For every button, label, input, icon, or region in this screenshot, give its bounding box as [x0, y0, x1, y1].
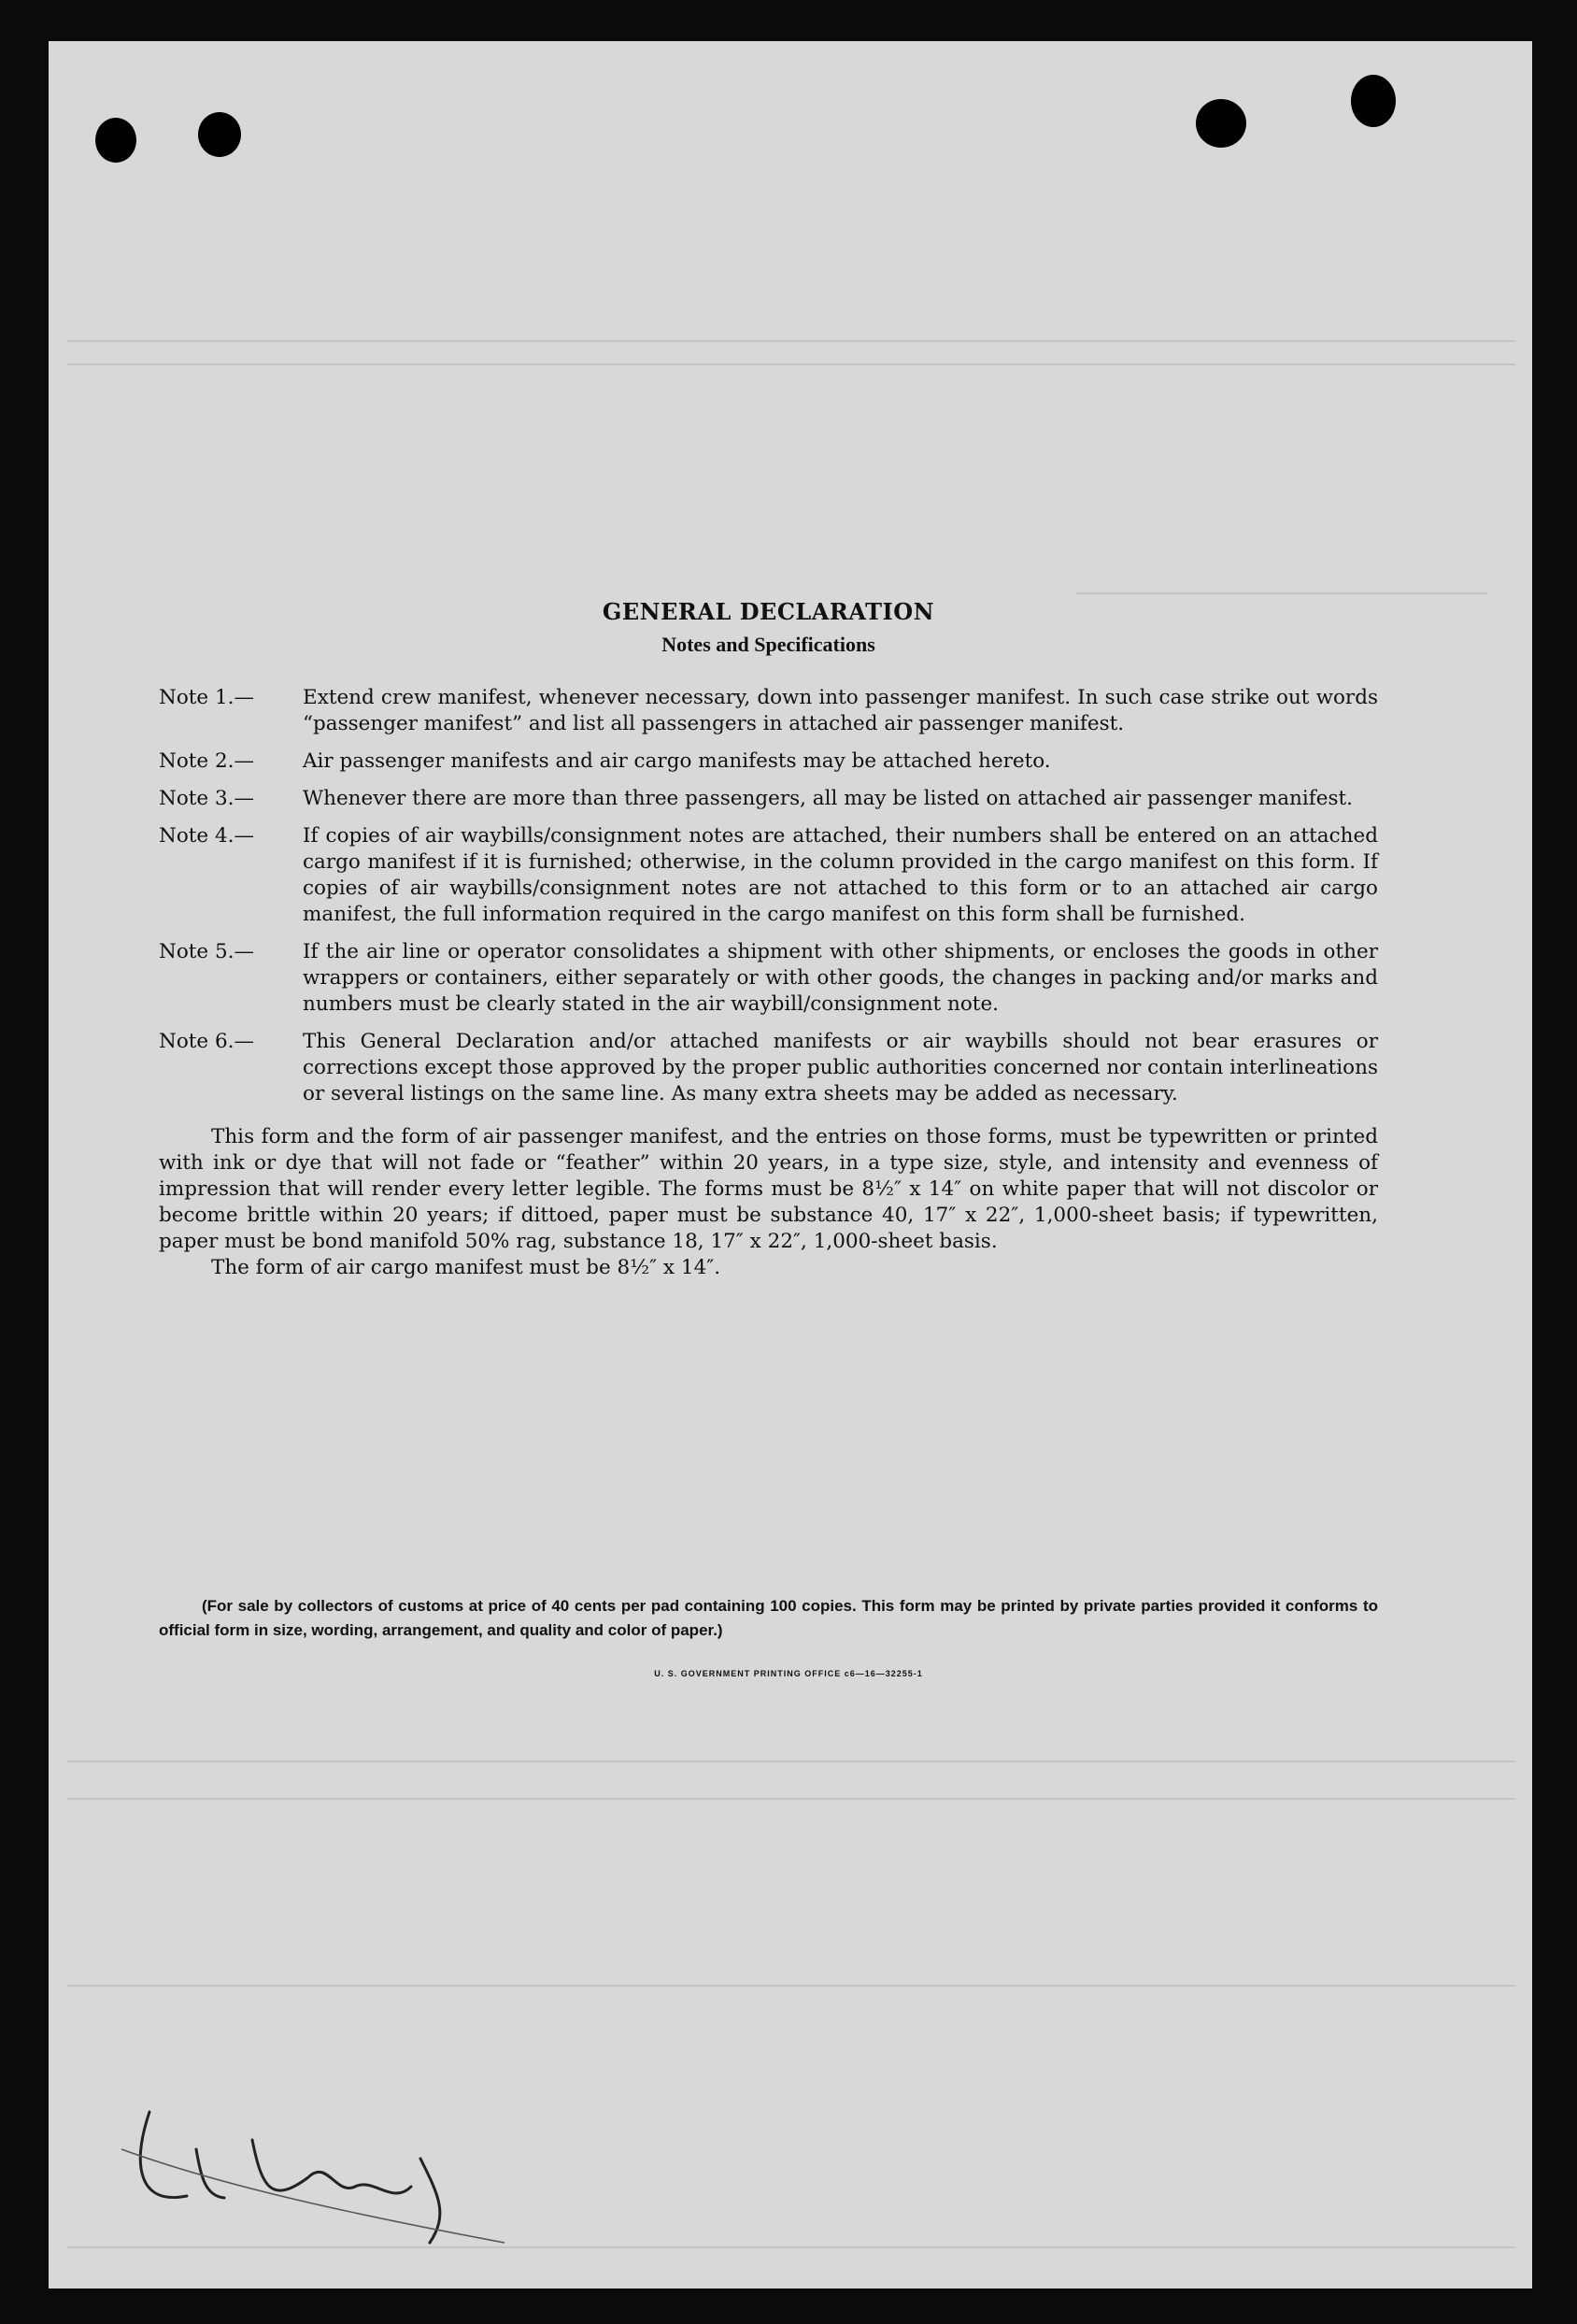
- punch-hole: [198, 112, 241, 157]
- note-label: Note 2.—: [159, 749, 254, 773]
- note-label: Note 4.—: [159, 824, 254, 848]
- signature-scrawl: [112, 2093, 542, 2252]
- note-label-text: Note 1.: [159, 686, 234, 709]
- note-text: This General Declaration and/or attached manifests or air waybills should not bear erasures or corrections except those approved by the proper public authorities concerned nor contain interlineations or several listings on the same line. As many extra sheets may be added as necessary.: [303, 1030, 1378, 1105]
- specification-paragraph: This form and the form of air passenger manifest, and the entries on those forms, must be typewritten or printed with ink or dye that will not fade or “feather” within 20 years, in a type size, style, and intensity and evenness of impression that will render every letter legible. The forms must be 8½″ x 14″ on white paper that will not discolor or become brittle within 20 years; if dittoed, paper must be substance 40, 17″ x 22″, 1,000-sheet basis; if typewritten, paper must be bond manifold 50% rag, substance 18, 17″ x 22″, 1,000-sheet basis.: [159, 1125, 1378, 1253]
- note-label: Note 3.—: [159, 787, 254, 810]
- note-text: Extend crew manifest, whenever necessary, down into passenger manifest. In such case strike out words “passenger manifest” and list all passengers in attached air passenger manifest.: [303, 686, 1378, 735]
- sale-notice-text: (For sale by collectors of customs at price of 40 cents per pad containing 100 copies. This form may be printed by private parties provided it conforms to official form in size, wording, arrangement, and quality and color of paper.): [159, 1597, 1378, 1639]
- note-label-text: Note 2.: [159, 749, 234, 773]
- note-5: [159, 939, 1378, 1018]
- note-label-text: Note 6.: [159, 1030, 234, 1053]
- page-subtitle: Notes and Specifications: [661, 633, 875, 656]
- note-6: [159, 1029, 1378, 1107]
- punch-hole: [1196, 99, 1246, 148]
- bleed-through-rule: [67, 1761, 1515, 1762]
- punch-hole: [1351, 75, 1396, 127]
- printing-office-line: U. S. GOVERNMENT PRINTING OFFICE c6—16—32255-1: [654, 1669, 923, 1678]
- specification-paragraph-last: The form of air cargo manifest must be 8½″ x 14″.: [211, 1256, 721, 1279]
- page-title: GENERAL DECLARATION: [602, 598, 935, 625]
- notes-section: [159, 598, 1378, 1281]
- note-text: If the air line or operator consolidates a shipment with other shipments, or encloses the goods in other wrappers or containers, either separately or with other goods, the changes in packing and/or marks and numbers must be clearly stated in the air waybill/consignment note.: [303, 940, 1378, 1016]
- punch-hole: [95, 118, 136, 163]
- note-3: [159, 786, 1378, 812]
- note-4: [159, 823, 1378, 928]
- note-text: Air passenger manifests and air cargo manifests may be attached hereto.: [303, 749, 1051, 773]
- note-2: [159, 749, 1378, 775]
- note-label: Note 6.—: [159, 1030, 254, 1053]
- note-label: Note 1.—: [159, 686, 254, 709]
- bleed-through-rule: [67, 1798, 1515, 1800]
- note-label-text: Note 5.: [159, 940, 234, 963]
- note-1: [159, 685, 1378, 737]
- sale-notice: [159, 1594, 1378, 1643]
- note-label: Note 5.—: [159, 940, 254, 963]
- bleed-through-rule: [67, 340, 1515, 342]
- note-label-text: Note 3.: [159, 787, 234, 810]
- bleed-through-rule: [67, 1985, 1515, 1987]
- bleed-through-rule: [1076, 592, 1487, 594]
- note-text: Whenever there are more than three passengers, all may be listed on attached air passenger manifest.: [303, 787, 1353, 810]
- note-text: If copies of air waybills/consignment notes are attached, their numbers shall be entered on an attached cargo manifest if it is furnished; otherwise, in the column provided in the cargo manifest on this form. If copies of air waybills/consignment notes are not attached to this form or to an attached air cargo manifest, the full information required in the cargo manifest on this form shall be furnished.: [303, 824, 1378, 926]
- bleed-through-rule: [67, 364, 1515, 365]
- note-label-text: Note 4.: [159, 824, 234, 848]
